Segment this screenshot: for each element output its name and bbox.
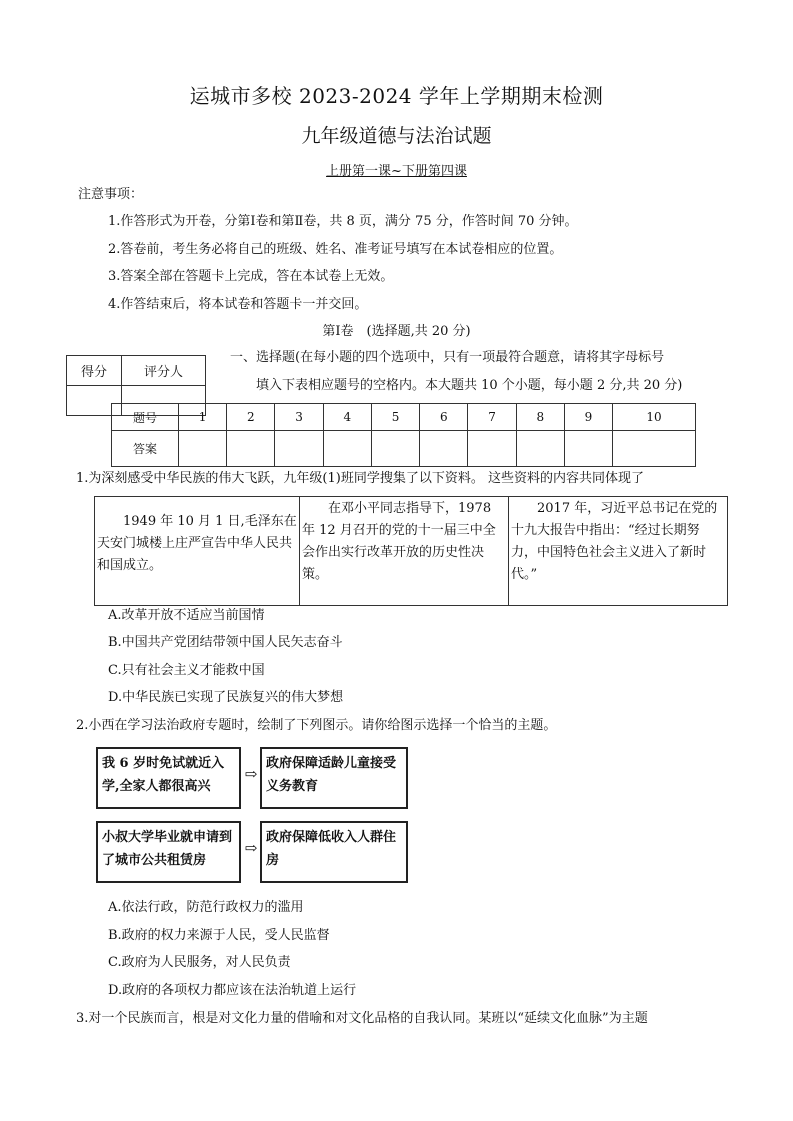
question-number: 2 [227,404,275,431]
answer-cell[interactable] [420,431,468,467]
q1-option-d: D.中华民族已实现了民族复兴的伟大梦想 [108,690,344,705]
notice-item-4: 4.作答结束后，将本试卷和答题卡一并交回。 [108,297,368,312]
answer-cell[interactable] [227,431,275,467]
question-number: 3 [275,404,323,431]
answer-table-answer-row [112,431,696,467]
question-number: 8 [516,404,564,431]
answer-table-label-number: 题号 [112,404,179,431]
q1-option-b: B.中国共产党团结带领中国人民矢志奋斗 [108,635,343,650]
q1-option-c: C.只有社会主义才能救中国 [108,663,265,678]
arrow-right-icon: ⇨ [244,839,258,857]
q2-diagram [96,747,416,887]
answer-cell[interactable] [275,431,323,467]
notice-item-1: 1.作答形式为开卷，分第Ⅰ卷和第Ⅱ卷，共 8 页，满分 75 分，作答时间 70 分钟。 [108,214,578,229]
q2-option-c: C.政府为人民服务，对人民负责 [108,955,291,970]
question-number: 10 [613,404,696,431]
answer-cell[interactable] [613,431,696,467]
question-number: 7 [468,404,516,431]
answer-table-label-answer: 答案 [112,431,179,467]
part1-title: 第Ⅰ卷 (选择题,共 20 分) [322,324,471,339]
q2-stem: 2.小西在学习法治政府专题时，绘制了下列图示。请你给图示选择一个恰当的主题。 [76,718,557,733]
notice-heading: 注意事项： [78,187,144,202]
question-number: 9 [564,404,612,431]
question-number: 4 [323,404,371,431]
diagram-box-public-housing: 小叔大学毕业就申请到了城市公共租赁房 [96,821,241,883]
diagram-box-low-income-housing: 政府保障低收入人群住房 [260,821,408,883]
notice-item-3: 3.答案全部在答题卡上完成，答在本试卷上无效。 [108,269,394,284]
answer-cell[interactable] [179,431,227,467]
exam-scope-text: 上册第一课~下册第四课 [326,164,467,179]
answer-cell[interactable] [371,431,419,467]
section-instruction-1: 一、选择题(在每小题的四个选项中，只有一项最符合题意，请将其字母标号 [230,350,665,365]
diagram-box-child-school: 我 6 岁时免试就近入学,全家人都很高兴 [96,747,241,809]
q1-material-2: 在邓小平同志指导下，1978 年 12 月召开的党的十一届三中全会作出实行改革开放的历史性决策。 [300,497,509,606]
answer-cell[interactable] [516,431,564,467]
q1-stem: 1.为深刻感受中华民族的伟大飞跃，九年级(1)班同学搜集了以下资料。 这些资料的内容共同体现了 [76,471,644,486]
section-instruction-2: 填入下表相应题号的空格内。本大题共 10 个小题，每小题 2 分,共 20 分) [256,378,683,393]
question-number: 5 [371,404,419,431]
q2-option-d: D.政府的各项权力都应该在法治轨道上运行 [108,983,357,998]
exam-scope [0,160,793,179]
q1-material-table [94,496,728,606]
answer-table [111,403,696,467]
question-number: 1 [179,404,227,431]
score-label: 得分 [67,356,122,386]
answer-cell[interactable] [323,431,371,467]
q1-material-1: 1949 年 10 月 1 日,毛泽东在天安门城楼上庄严宣告中华人民共和国成立。 [95,497,300,606]
q2-option-b: B.政府的权力来源于人民，受人民监督 [108,928,330,943]
q1-material-3: 2017 年，习近平总书记在党的十九大报告中指出：“经过长期努力，中国特色社会主义进入了新时代。” [509,497,728,606]
arrow-right-icon: ⇨ [244,765,258,783]
q3-stem: 3.对一个民族而言，根是对文化力量的借喻和对文化品格的自我认同。某班以“延续文化血脉”为主题 [76,1011,648,1026]
answer-cell[interactable] [468,431,516,467]
exam-subtitle: 九年级道德与法治试题 [301,125,492,147]
q2-option-a: A.依法行政，防范行政权力的滥用 [108,900,304,915]
diagram-box-compulsory-education: 政府保障适龄儿童接受义务教育 [260,747,408,809]
exam-title: 运城市多校 2023-2024 学年上学期期末检测 [189,84,604,108]
q1-option-a: A.改革开放不适应当前国情 [108,608,265,623]
answer-table-number-row [112,404,696,431]
question-number: 6 [420,404,468,431]
notice-item-2: 2.答卷前，考生务必将自己的班级、姓名、准考证号填写在本试卷相应的位置。 [108,242,563,257]
answer-cell[interactable] [564,431,612,467]
grader-label: 评分人 [122,356,206,386]
